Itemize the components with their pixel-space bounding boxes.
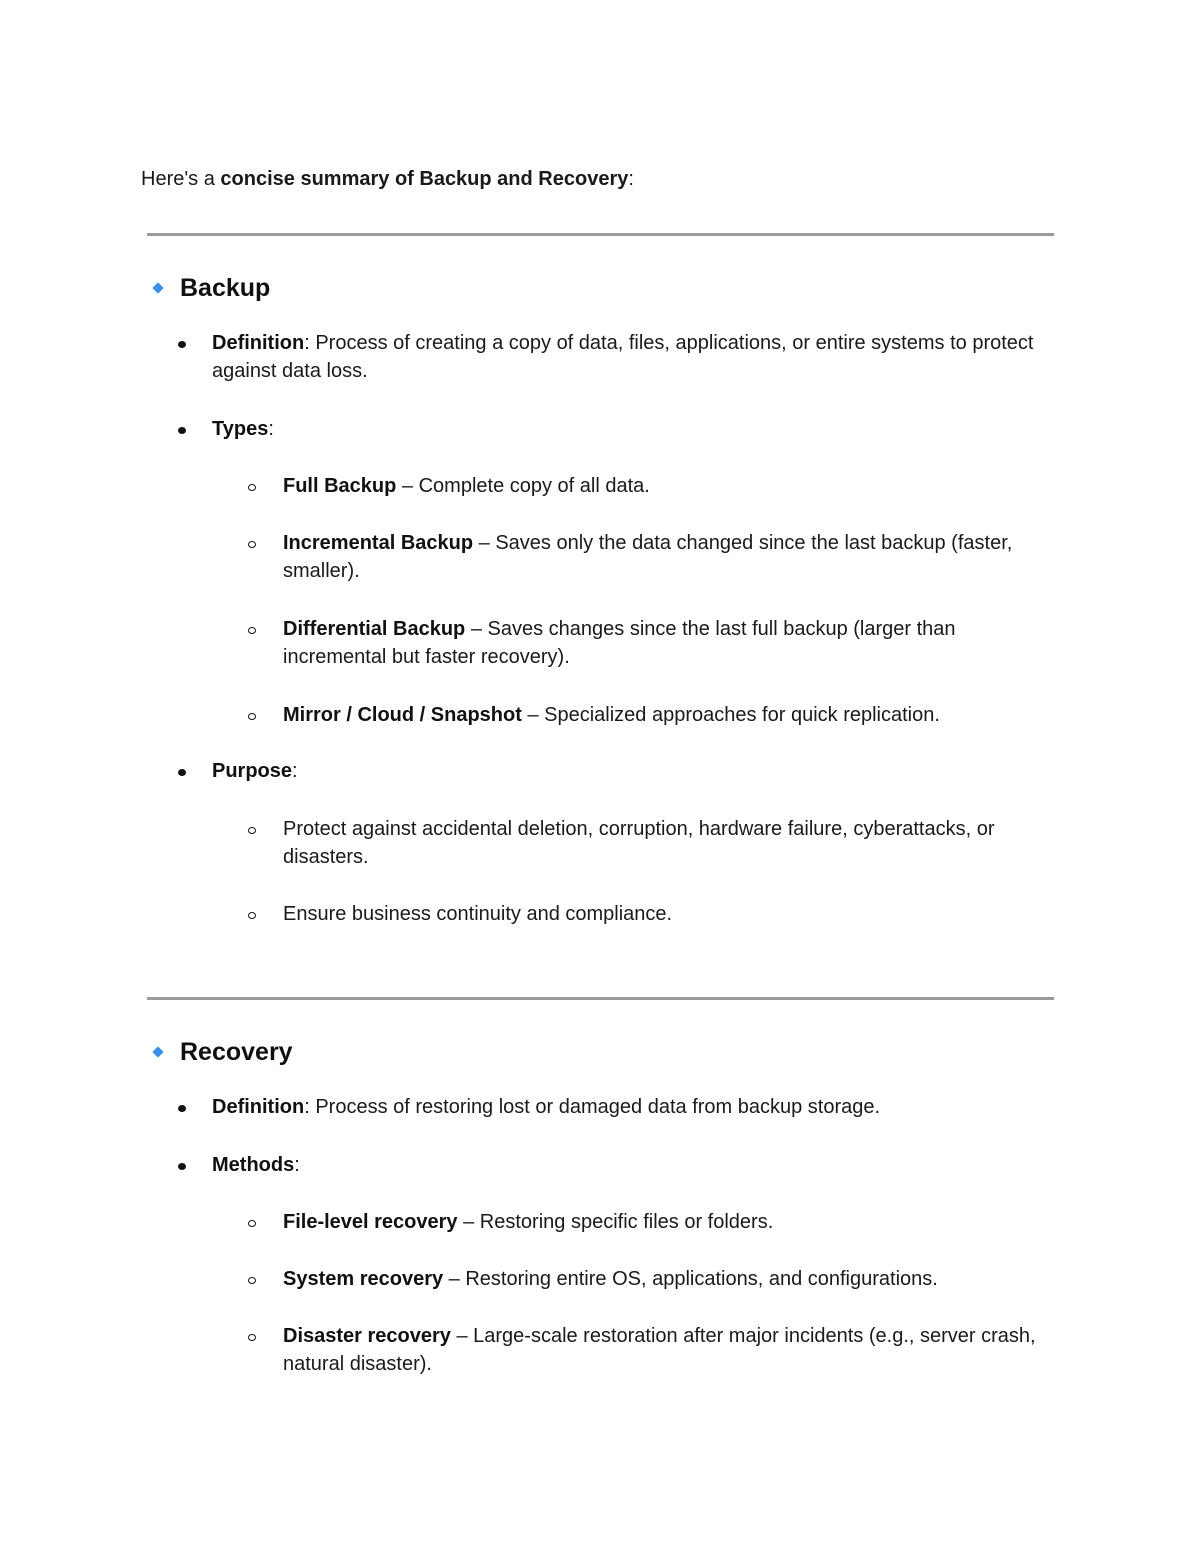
circle-bullet-icon	[248, 484, 256, 491]
intro-bold: concise summary of Backup and Recovery	[220, 168, 629, 190]
type-text: – Specialized approaches for quick replication.	[521, 704, 940, 726]
circle-bullet-icon	[248, 541, 256, 548]
list-item: Ensure business continuity and compliance.	[283, 903, 673, 925]
purpose-suffix: :	[292, 760, 298, 782]
circle-bullet-icon	[248, 1277, 256, 1284]
definition-label: Definition	[212, 1096, 305, 1118]
circle-bullet-icon	[248, 912, 256, 919]
definition-label: Definition	[212, 332, 305, 354]
method-label: System recovery	[283, 1268, 444, 1290]
list-item	[283, 1208, 1043, 1236]
intro-prefix: Here's a	[141, 168, 221, 190]
circle-bullet-icon	[248, 1220, 256, 1227]
definition-text: : Process of creating a copy of data, files, applications, or entire systems to protect against data loss.	[212, 332, 1034, 382]
circle-bullet-icon	[248, 1334, 256, 1341]
circle-bullet-icon	[248, 713, 256, 720]
method-text: – Restoring entire OS, applications, and configurations.	[443, 1268, 938, 1290]
intro-suffix: :	[628, 168, 634, 190]
method-text: – Large-scale restoration after major incidents (e.g., server crash, natural disaster).	[283, 1325, 1036, 1375]
method-text: – Restoring specific files or folders.	[457, 1211, 774, 1233]
diamond-bullet-icon	[152, 282, 163, 293]
list-item	[283, 472, 1043, 500]
recovery-title: Recovery	[180, 1038, 293, 1066]
horizontal-rule	[147, 233, 1054, 236]
recovery-heading	[150, 1036, 293, 1068]
circle-bullet-icon	[248, 827, 256, 834]
disc-bullet-icon	[178, 1105, 186, 1112]
methods-suffix: :	[294, 1154, 300, 1176]
list-item	[283, 1265, 1043, 1293]
disc-bullet-icon	[178, 341, 186, 348]
backup-types	[212, 415, 274, 443]
purpose-label: Purpose	[212, 760, 293, 782]
list-item	[283, 701, 1043, 729]
circle-bullet-icon	[248, 627, 256, 634]
definition-text: : Process of restoring lost or damaged data from backup storage.	[304, 1096, 881, 1118]
diamond-bullet-icon	[152, 1046, 163, 1057]
backup-title: Backup	[180, 274, 271, 302]
horizontal-rule	[147, 997, 1054, 1000]
type-label: Mirror / Cloud / Snapshot	[283, 704, 522, 726]
list-item	[283, 1322, 1043, 1378]
type-label: Incremental Backup	[283, 532, 474, 554]
backup-purpose	[212, 757, 298, 785]
type-label: Full Backup	[283, 475, 397, 497]
backup-heading	[150, 272, 270, 304]
list-item	[283, 529, 1023, 585]
disc-bullet-icon	[178, 427, 186, 434]
type-text: – Saves changes since the last full backup (larger than incremental but faster recovery).	[283, 618, 956, 668]
disc-bullet-icon	[178, 769, 186, 776]
disc-bullet-icon	[178, 1163, 186, 1170]
intro-line	[141, 166, 634, 192]
list-item: Protect against accidental deletion, corruption, hardware failure, cyberattacks, or disasters.	[283, 818, 995, 868]
type-text: – Complete copy of all data.	[396, 475, 650, 497]
type-label: Differential Backup	[283, 618, 466, 640]
types-suffix: :	[268, 418, 274, 440]
backup-definition	[212, 329, 1042, 385]
method-label: Disaster recovery	[283, 1325, 451, 1347]
list-item	[283, 615, 1033, 671]
type-text: – Saves only the data changed since the last backup (faster, smaller).	[283, 532, 1013, 582]
recovery-definition	[212, 1093, 1042, 1121]
methods-label: Methods	[212, 1154, 295, 1176]
recovery-methods	[212, 1151, 300, 1179]
method-label: File-level recovery	[283, 1211, 458, 1233]
types-label: Types	[212, 418, 269, 440]
